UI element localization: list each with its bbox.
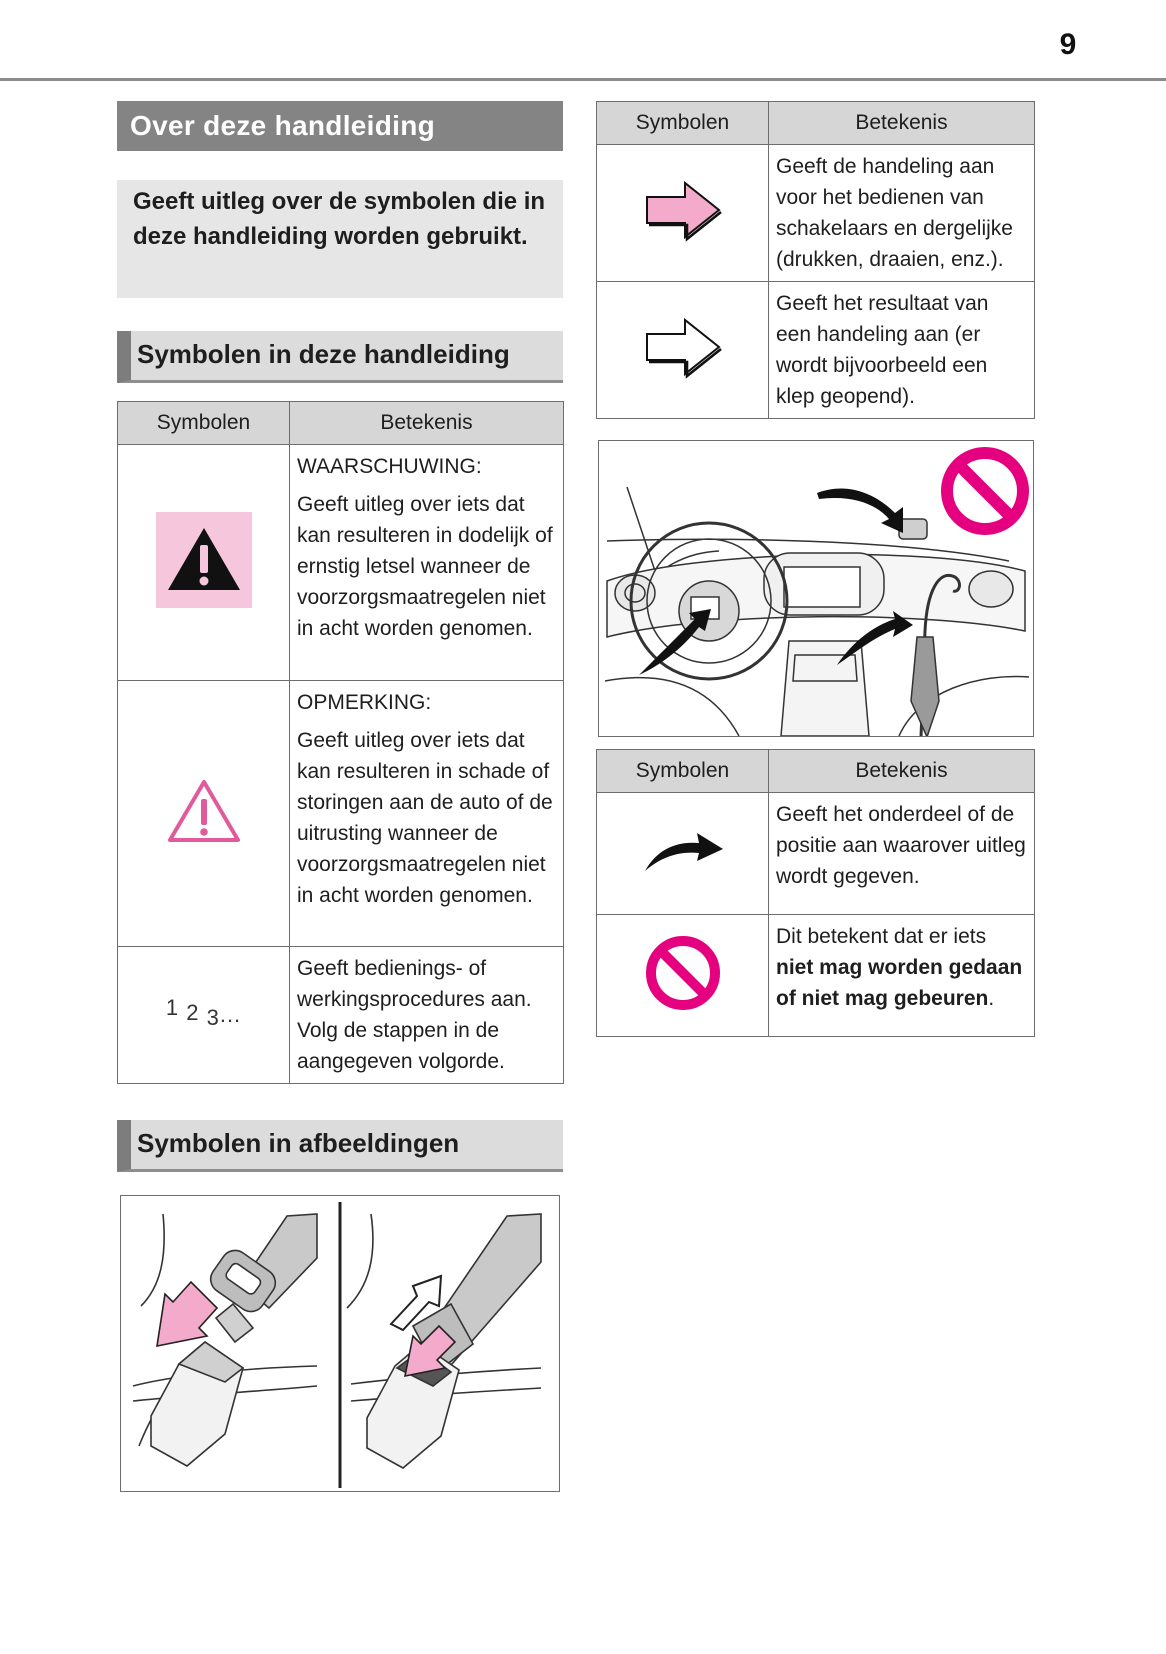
- symbol-cell: [597, 145, 769, 282]
- warning-triangle-icon: [156, 512, 252, 608]
- section-title-manual-symbols: Symbolen in deze handleiding: [117, 331, 563, 383]
- meaning-cell: [290, 445, 564, 681]
- warning-text: Geeft uitleg over iets dat kan resulteren in dodelijk of ernstig letsel wanneer de voorzorgsmaatregelen niet in acht worden genomen.: [297, 493, 553, 640]
- symbol-cell: [597, 915, 769, 1037]
- car-dashboard-illustration: [599, 441, 1033, 736]
- page-title: Over deze handleiding: [117, 101, 563, 151]
- intro-box: Geeft uitleg over de symbolen die in deze handleiding worden gebruikt.: [117, 180, 563, 298]
- step-numbers-icon: [165, 995, 242, 1030]
- prohibition-text-after: .: [988, 987, 995, 1010]
- meaning-cell: [290, 947, 564, 1084]
- notice-text: Geeft uitleg over iets dat kan resulteren in schade of storingen aan de auto of de uitrusting wanneer de voorzorgsmaatregelen niet in acht worden genomen.: [297, 729, 553, 907]
- prohibition-text-before: Dit betekent dat er iets: [776, 925, 987, 948]
- notice-label: OPMERKING:: [297, 691, 432, 714]
- table-row: [118, 681, 564, 947]
- header-symbols: Symbolen: [118, 402, 290, 445]
- caution-triangle-outline-icon: [166, 777, 242, 845]
- table-row: [597, 793, 1035, 915]
- seatbelt-buckle-illustration: [121, 1196, 559, 1491]
- pink-arrow-text: Geeft de handeling aan voor het bedienen van schakelaars en dergelijke (drukken, draaien, enz.).: [776, 155, 1013, 271]
- header-rule: [0, 78, 1166, 81]
- meaning-cell: [769, 915, 1035, 1037]
- header-meaning: Betekenis: [769, 750, 1035, 793]
- step-number: 2: [186, 1000, 200, 1025]
- seatbelt-illustration: [120, 1195, 560, 1492]
- section-title-image-symbols: Symbolen in afbeeldingen: [117, 1120, 563, 1172]
- table-header-row: [597, 750, 1035, 793]
- curved-arrow-text: Geeft het onderdeel of de positie aan waarover uitleg wordt gegeven.: [776, 803, 1026, 888]
- meaning-cell: [290, 681, 564, 947]
- symbol-cell: [118, 445, 290, 681]
- page-number: 9: [1059, 28, 1077, 61]
- step-number: 3: [206, 1005, 220, 1030]
- meaning-cell: [769, 793, 1035, 915]
- prohibition-text-bold: niet mag worden gedaan of niet mag gebeuren: [776, 956, 1023, 1010]
- symbol-cell: [597, 282, 769, 419]
- meaning-cell: [769, 145, 1035, 282]
- step-number: 1: [165, 995, 180, 1020]
- image-symbols-table-top: [596, 101, 1035, 419]
- image-symbols-table-bottom: [596, 749, 1035, 1037]
- pink-arrow-icon: [643, 177, 723, 243]
- manual-symbols-table: [117, 401, 564, 1084]
- table-row: [118, 947, 564, 1084]
- table-row: [597, 915, 1035, 1037]
- symbol-cell: [118, 681, 290, 947]
- curved-arrow-icon: [641, 827, 725, 875]
- step-number: ...: [219, 1002, 242, 1027]
- header-symbols: Symbolen: [597, 750, 769, 793]
- table-header-row: [118, 402, 564, 445]
- symbol-cell: [597, 793, 769, 915]
- header-meaning: Betekenis: [769, 102, 1035, 145]
- outline-arrow-icon: [643, 314, 723, 380]
- steps-text: Geeft bedienings- of werkingsprocedures aan. Volg de stappen in de aangegeven volgorde.: [297, 957, 532, 1073]
- outline-arrow-text: Geeft het resultaat van een handeling aan (er wordt bijvoorbeeld een klep geopend).: [776, 292, 989, 408]
- dashboard-illustration: [598, 440, 1034, 737]
- warning-label: WAARSCHUWING:: [297, 455, 482, 478]
- header-meaning: Betekenis: [290, 402, 564, 445]
- meaning-cell: [769, 282, 1035, 419]
- table-row: [597, 282, 1035, 419]
- table-header-row: [597, 102, 1035, 145]
- symbol-cell: [118, 947, 290, 1084]
- header-symbols: Symbolen: [597, 102, 769, 145]
- prohibition-icon: [643, 933, 723, 1013]
- table-row: [597, 145, 1035, 282]
- table-row: [118, 445, 564, 681]
